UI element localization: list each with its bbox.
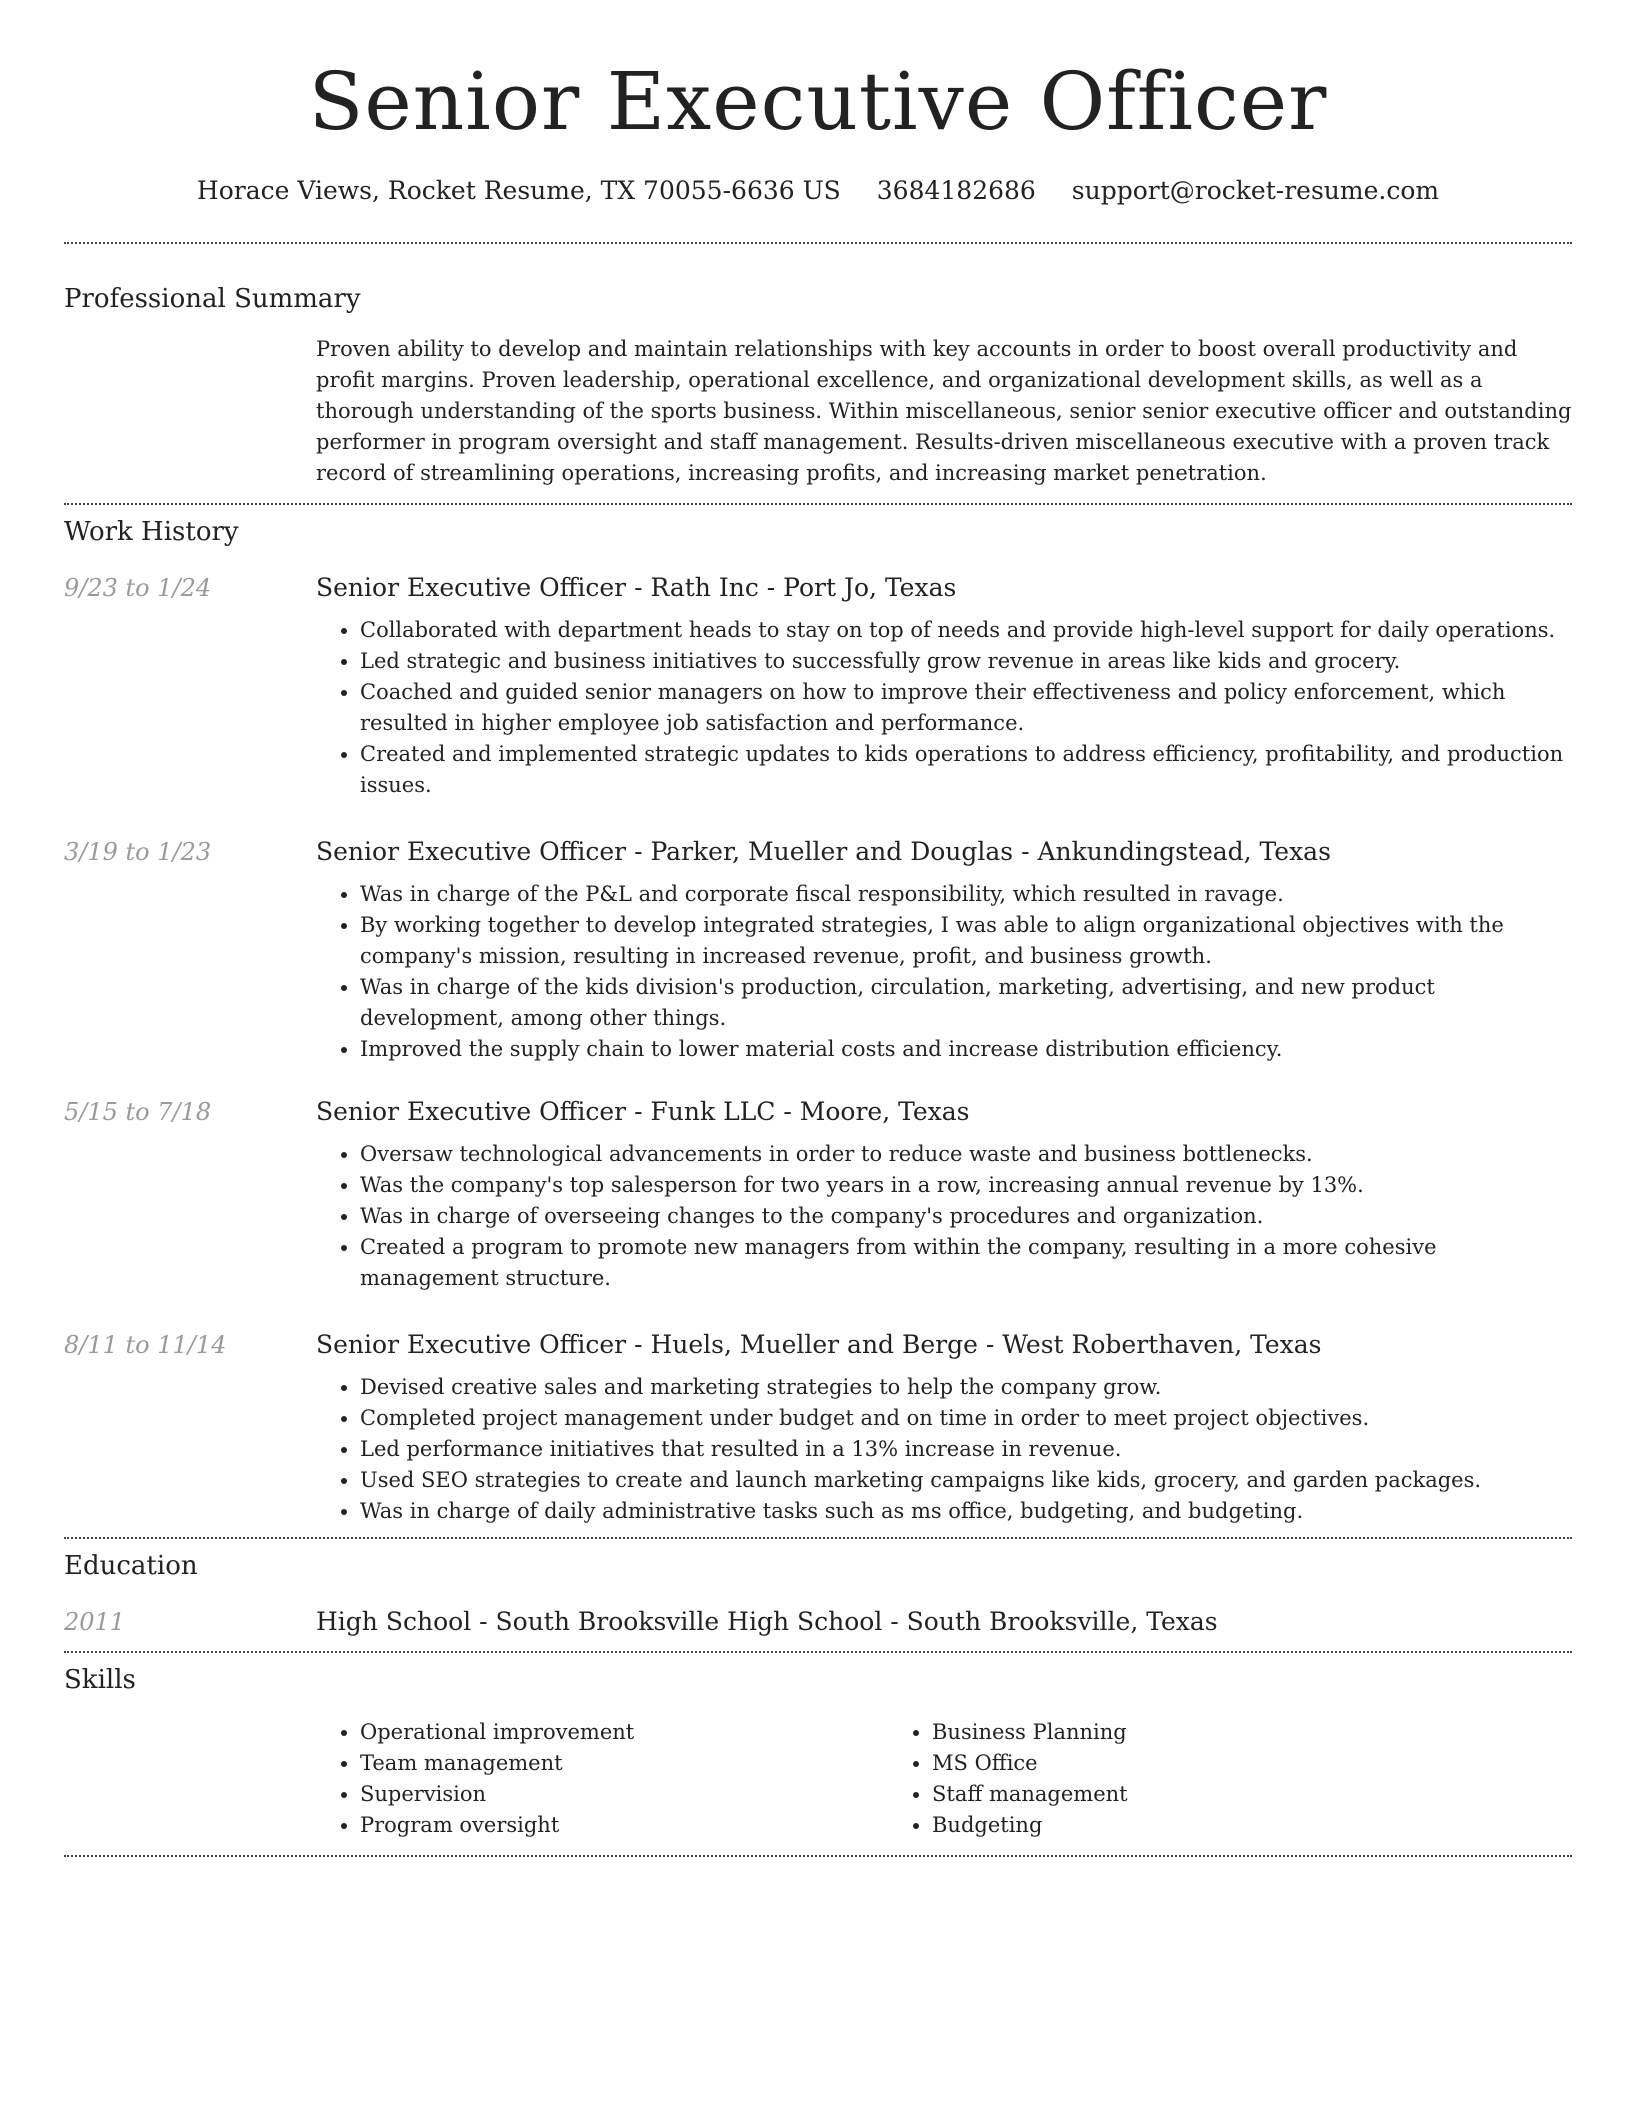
contact-email: support@rocket-resume.com (1071, 176, 1440, 205)
job-heading: Senior Executive Officer - Huels, Mueller and Berge - West Roberthaven, Texas (316, 1330, 1322, 1359)
job-bullet: • Was in charge of the P&L and corporate fiscal responsibility, which resulted in ravage. (360, 879, 1572, 910)
summary-section (64, 244, 1572, 489)
job-bullets (316, 1372, 1572, 1527)
job-bullet: • By working together to develop integrated strategies, I was able to align organizational objectives with the company's mission, resulting in increased revenue, profit, and business growth. (360, 910, 1572, 972)
job-entry (64, 835, 1572, 1065)
section-title-education: Education (64, 1551, 198, 1581)
education-year: 2011 (64, 1608, 126, 1636)
job-bullets (316, 615, 1572, 801)
job-entry (64, 1095, 1572, 1294)
contact-phone: 3684182686 (876, 176, 1036, 205)
job-bullet: • Created a program to promote new managers from within the company, resulting in a more cohesive management structure. (360, 1232, 1572, 1294)
job-bullet: • Was the company's top salesperson for two years in a row, increasing annual revenue by 13%. (360, 1170, 1572, 1201)
skill-item: • Budgeting (932, 1810, 1460, 1841)
job-bullet: • Devised creative sales and marketing strategies to help the company grow. (360, 1372, 1572, 1403)
education-heading: High School - South Brooksville High School - South Brooksville, Texas (316, 1607, 1218, 1636)
skills-list-right (888, 1717, 1460, 1841)
skill-item: • Business Planning (932, 1717, 1460, 1748)
contact-address: Horace Views, Rocket Resume, TX 70055-6636 US (196, 176, 841, 205)
job-bullet: • Was in charge of overseeing changes to the company's procedures and organization. (360, 1201, 1572, 1232)
job-bullet: • Used SEO strategies to create and launch marketing campaigns like kids, grocery, and garden packages. (360, 1465, 1572, 1496)
skill-item: • MS Office (932, 1748, 1460, 1779)
skills-section (64, 1653, 1572, 1841)
skill-item: • Supervision (360, 1779, 888, 1810)
skill-item: • Staff management (932, 1779, 1460, 1810)
skill-item: • Team management (360, 1748, 888, 1779)
resume-name: Senior Executive Officer (308, 55, 1328, 148)
resume-page (64, 0, 1572, 1857)
education-section (64, 1539, 1572, 1639)
job-bullets (316, 879, 1572, 1065)
job-bullet: • Led performance initiatives that resulted in a 13% increase in revenue. (360, 1434, 1572, 1465)
section-divider (64, 1855, 1572, 1857)
job-dates: 8/11 to 11/14 (64, 1331, 227, 1359)
job-bullet: • Led strategic and business initiatives to successfully grow revenue in areas like kids and grocery. (360, 646, 1572, 677)
contact-line (64, 174, 1572, 208)
skill-item: • Operational improvement (360, 1717, 888, 1748)
job-dates: 9/23 to 1/24 (64, 574, 212, 602)
skills-grid (316, 1717, 1572, 1841)
job-bullets (316, 1139, 1572, 1294)
education-entry (64, 1605, 1572, 1639)
job-heading: Senior Executive Officer - Rath Inc - Port Jo, Texas (316, 573, 957, 602)
job-bullet: • Oversaw technological advancements in order to reduce waste and business bottlenecks. (360, 1139, 1572, 1170)
section-title-skills: Skills (64, 1665, 136, 1695)
job-heading: Senior Executive Officer - Funk LLC - Moore, Texas (316, 1097, 970, 1126)
job-entry (64, 1328, 1572, 1527)
skills-list-left (316, 1717, 888, 1841)
job-bullet: • Collaborated with department heads to stay on top of needs and provide high-level support for daily operations. (360, 615, 1572, 646)
section-title-work: Work History (64, 517, 239, 547)
work-section (64, 505, 1572, 1527)
job-bullet: • Completed project management under budget and on time in order to meet project objectives. (360, 1403, 1572, 1434)
section-title-summary: Professional Summary (64, 284, 361, 314)
job-dates: 3/19 to 1/23 (64, 838, 212, 866)
job-bullet: • Coached and guided senior managers on how to improve their effectiveness and policy enforcement, which resulted in higher employee job satisfaction and performance. (360, 677, 1572, 739)
job-bullet: • Improved the supply chain to lower material costs and increase distribution efficiency. (360, 1034, 1572, 1065)
job-entry (64, 571, 1572, 801)
job-heading: Senior Executive Officer - Parker, Mueller and Douglas - Ankundingstead, Texas (316, 837, 1331, 866)
summary-text: Proven ability to develop and maintain relationships with key accounts in order to boost overall productivity and profit margins. Proven leadership, operational excellence, and organizational development skills, as well as a thorough understanding of the sports business. Within miscellaneous, senior senior executive officer and outstanding performer in program oversight and staff management. Results-driven miscellaneous executive with a proven track record of streamlining operations, increasing profits, and increasing market penetration. (316, 337, 1572, 485)
job-bullet: • Was in charge of the kids division's production, circulation, marketing, advertising, and new product development, among other things. (360, 972, 1572, 1034)
skill-item: • Program oversight (360, 1810, 888, 1841)
job-bullet: • Was in charge of daily administrative tasks such as ms office, budgeting, and budgeting. (360, 1496, 1572, 1527)
job-dates: 5/15 to 7/18 (64, 1098, 212, 1126)
job-bullet: • Created and implemented strategic updates to kids operations to address efficiency, profitability, and production issues. (360, 739, 1572, 801)
